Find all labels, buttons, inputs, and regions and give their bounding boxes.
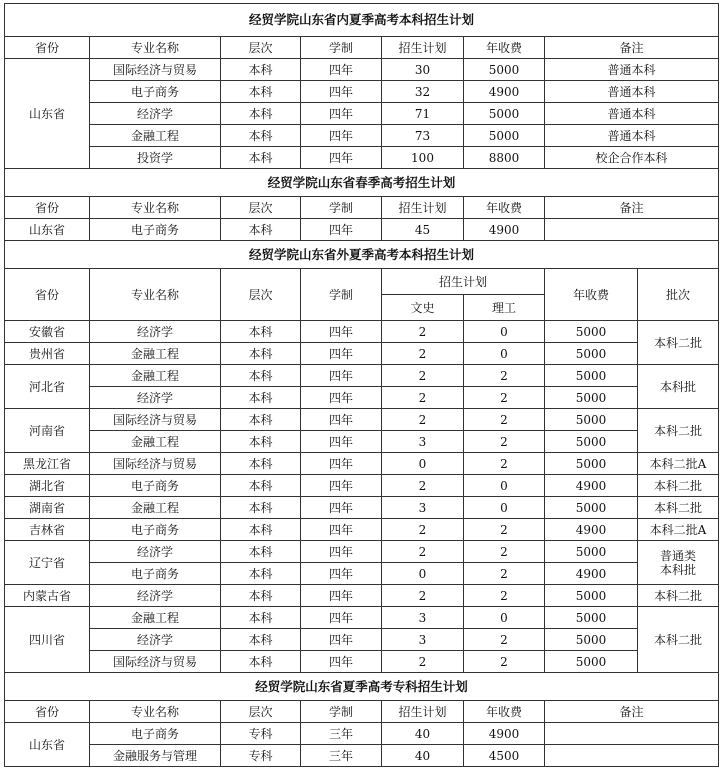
major-cell: 电子商务 [90, 219, 221, 241]
arts-cell: 2 [382, 365, 464, 387]
years-cell: 四年 [301, 475, 382, 497]
years-cell: 四年 [301, 147, 382, 169]
years-cell: 四年 [301, 629, 382, 651]
batch-cell: 本科二批A [638, 453, 719, 475]
fee-cell: 4900 [545, 519, 638, 541]
province-cell: 安徽省 [5, 321, 90, 343]
fee-cell: 5000 [545, 541, 638, 563]
table-row [5, 365, 719, 387]
batch-cell: 本科二批 [638, 497, 719, 519]
fee-cell: 5000 [464, 125, 545, 147]
table-row [5, 563, 719, 585]
arts-cell: 0 [382, 563, 464, 585]
fee-cell: 4900 [464, 81, 545, 103]
level-cell: 本科 [221, 125, 301, 147]
fee-cell: 5000 [545, 651, 638, 673]
header-cell: 专业名称 [90, 269, 221, 321]
major-cell: 金融工程 [90, 431, 221, 453]
major-cell: 国际经济与贸易 [90, 651, 221, 673]
major-cell: 金融工程 [90, 497, 221, 519]
level-cell: 本科 [221, 81, 301, 103]
level-cell: 本科 [221, 475, 301, 497]
science-cell: 0 [464, 321, 545, 343]
province-cell: 河北省 [5, 365, 90, 409]
arts-cell: 3 [382, 629, 464, 651]
level-cell: 本科 [221, 585, 301, 607]
table-row [5, 723, 719, 745]
plan-cell: 71 [382, 103, 464, 125]
note-cell: 校企合作本科 [545, 147, 719, 169]
years-cell: 四年 [301, 497, 382, 519]
note-cell: 普通本科 [545, 125, 719, 147]
level-cell: 本科 [221, 409, 301, 431]
fee-cell: 5000 [545, 497, 638, 519]
level-cell: 本科 [221, 343, 301, 365]
years-cell: 四年 [301, 219, 382, 241]
header-row [5, 701, 719, 723]
table-row [5, 475, 719, 497]
level-cell: 本科 [221, 629, 301, 651]
note-cell [545, 219, 719, 241]
section-title: 经贸学院山东省内夏季高考本科招生计划 [5, 4, 719, 37]
science-cell: 2 [464, 453, 545, 475]
note-cell: 普通本科 [545, 59, 719, 81]
years-cell: 四年 [301, 453, 382, 475]
plan-cell: 32 [382, 81, 464, 103]
fee-cell: 5000 [545, 453, 638, 475]
arts-cell: 2 [382, 409, 464, 431]
header-cell: 招生计划 [382, 37, 464, 59]
enrollment-plan-table [4, 3, 719, 767]
level-cell: 本科 [221, 497, 301, 519]
level-cell: 本科 [221, 541, 301, 563]
header-row [5, 37, 719, 59]
years-cell: 四年 [301, 607, 382, 629]
header-cell: 省份 [5, 701, 90, 723]
table-row [5, 585, 719, 607]
header-cell: 文史 [382, 295, 464, 321]
header-cell: 省份 [5, 37, 90, 59]
table-row [5, 629, 719, 651]
arts-cell: 2 [382, 541, 464, 563]
batch-cell: 本科二批 [638, 475, 719, 497]
header-cell: 学制 [301, 197, 382, 219]
major-cell: 电子商务 [90, 519, 221, 541]
years-cell: 三年 [301, 745, 382, 767]
header-cell: 层次 [221, 269, 301, 321]
science-cell: 2 [464, 651, 545, 673]
fee-cell: 5000 [464, 103, 545, 125]
science-cell: 0 [464, 343, 545, 365]
header-cell: 专业名称 [90, 37, 221, 59]
province-cell: 四川省 [5, 607, 90, 673]
major-cell: 金融工程 [90, 125, 221, 147]
science-cell: 2 [464, 409, 545, 431]
level-cell: 本科 [221, 607, 301, 629]
years-cell: 四年 [301, 431, 382, 453]
science-cell: 0 [464, 475, 545, 497]
province-cell: 吉林省 [5, 519, 90, 541]
arts-cell: 3 [382, 431, 464, 453]
arts-cell: 3 [382, 607, 464, 629]
province-cell: 辽宁省 [5, 541, 90, 585]
major-cell: 经济学 [90, 103, 221, 125]
major-cell: 金融工程 [90, 343, 221, 365]
section-title: 经贸学院山东省夏季高考专科招生计划 [5, 673, 719, 701]
years-cell: 四年 [301, 585, 382, 607]
header-cell: 招生计划 [382, 197, 464, 219]
batch-cell: 本科二批 [638, 585, 719, 607]
header-cell: 层次 [221, 701, 301, 723]
table-row [5, 59, 719, 81]
header-cell: 年收费 [545, 269, 638, 321]
plan-cell: 45 [382, 219, 464, 241]
level-cell: 专科 [221, 723, 301, 745]
level-cell: 本科 [221, 387, 301, 409]
level-cell: 本科 [221, 651, 301, 673]
header-cell: 年收费 [464, 701, 545, 723]
header-cell: 学制 [301, 701, 382, 723]
major-cell: 经济学 [90, 387, 221, 409]
years-cell: 四年 [301, 651, 382, 673]
fee-cell: 4900 [464, 723, 545, 745]
province-cell: 湖南省 [5, 497, 90, 519]
note-cell: 普通本科 [545, 81, 719, 103]
enrollment-plan-document [4, 3, 718, 767]
years-cell: 四年 [301, 81, 382, 103]
table-row [5, 343, 719, 365]
header-cell: 理工 [464, 295, 545, 321]
science-cell: 2 [464, 563, 545, 585]
batch-cell [638, 541, 719, 585]
table-row [5, 431, 719, 453]
batch-cell: 本科二批A [638, 519, 719, 541]
years-cell: 四年 [301, 125, 382, 147]
header-cell: 批次 [638, 269, 719, 321]
major-cell: 电子商务 [90, 723, 221, 745]
fee-cell: 5000 [545, 431, 638, 453]
arts-cell: 2 [382, 585, 464, 607]
header-cell: 省份 [5, 269, 90, 321]
note-cell [545, 745, 719, 767]
plan-cell: 40 [382, 723, 464, 745]
header-cell: 年收费 [464, 197, 545, 219]
fee-cell: 5000 [545, 387, 638, 409]
years-cell: 四年 [301, 519, 382, 541]
batch-cell: 本科二批 [638, 321, 719, 365]
level-cell: 本科 [221, 431, 301, 453]
header-cell: 专业名称 [90, 197, 221, 219]
province-cell: 湖北省 [5, 475, 90, 497]
level-cell: 本科 [221, 321, 301, 343]
science-cell: 2 [464, 629, 545, 651]
arts-cell: 2 [382, 519, 464, 541]
arts-cell: 2 [382, 651, 464, 673]
plan-cell: 40 [382, 745, 464, 767]
table-row [5, 125, 719, 147]
fee-cell: 5000 [545, 343, 638, 365]
batch-cell: 本科二批 [638, 607, 719, 673]
province-cell: 内蒙古省 [5, 585, 90, 607]
level-cell: 本科 [221, 103, 301, 125]
arts-cell: 3 [382, 497, 464, 519]
table-row [5, 219, 719, 241]
level-cell: 本科 [221, 147, 301, 169]
years-cell: 四年 [301, 387, 382, 409]
header-cell: 年收费 [464, 37, 545, 59]
province-cell: 黑龙江省 [5, 453, 90, 475]
years-cell: 四年 [301, 59, 382, 81]
header-cell: 备注 [545, 197, 719, 219]
major-cell: 投资学 [90, 147, 221, 169]
science-cell: 2 [464, 365, 545, 387]
table-row [5, 321, 719, 343]
major-cell: 国际经济与贸易 [90, 59, 221, 81]
fee-cell: 5000 [545, 585, 638, 607]
science-cell: 2 [464, 387, 545, 409]
years-cell: 四年 [301, 365, 382, 387]
level-cell: 本科 [221, 365, 301, 387]
major-cell: 电子商务 [90, 81, 221, 103]
province-cell: 山东省 [5, 723, 90, 767]
note-cell [545, 723, 719, 745]
science-cell: 2 [464, 585, 545, 607]
fee-cell: 4900 [464, 219, 545, 241]
major-cell: 经济学 [90, 629, 221, 651]
arts-cell: 2 [382, 343, 464, 365]
fee-cell: 4900 [545, 475, 638, 497]
major-cell: 国际经济与贸易 [90, 409, 221, 431]
fee-cell: 5000 [545, 607, 638, 629]
science-cell: 0 [464, 497, 545, 519]
major-cell: 国际经济与贸易 [90, 453, 221, 475]
fee-cell: 5000 [464, 59, 545, 81]
arts-cell: 2 [382, 475, 464, 497]
section-title: 经贸学院山东省外夏季高考本科招生计划 [5, 241, 719, 269]
major-cell: 金融工程 [90, 607, 221, 629]
fee-cell: 4500 [464, 745, 545, 767]
science-cell: 2 [464, 541, 545, 563]
table-row [5, 409, 719, 431]
years-cell: 三年 [301, 723, 382, 745]
header-cell: 层次 [221, 37, 301, 59]
level-cell: 本科 [221, 563, 301, 585]
header-cell: 省份 [5, 197, 90, 219]
years-cell: 四年 [301, 541, 382, 563]
header-cell: 备注 [545, 701, 719, 723]
major-cell: 电子商务 [90, 563, 221, 585]
arts-cell: 2 [382, 387, 464, 409]
province-cell: 山东省 [5, 59, 90, 169]
section-title: 经贸学院山东省春季高考招生计划 [5, 169, 719, 197]
plan-cell: 30 [382, 59, 464, 81]
table-row [5, 607, 719, 629]
years-cell: 四年 [301, 563, 382, 585]
table-row [5, 745, 719, 767]
batch-line: 本科批 [660, 562, 697, 577]
level-cell: 本科 [221, 59, 301, 81]
table-row [5, 541, 719, 563]
level-cell: 本科 [221, 519, 301, 541]
arts-cell: 0 [382, 453, 464, 475]
fee-cell: 5000 [545, 365, 638, 387]
level-cell: 本科 [221, 219, 301, 241]
plan-cell: 73 [382, 125, 464, 147]
major-cell: 经济学 [90, 585, 221, 607]
header-cell: 备注 [545, 37, 719, 59]
science-cell: 2 [464, 431, 545, 453]
table-row [5, 81, 719, 103]
batch-cell: 本科二批 [638, 409, 719, 453]
fee-cell: 5000 [545, 321, 638, 343]
table-row [5, 387, 719, 409]
header-row [5, 269, 719, 295]
level-cell: 专科 [221, 745, 301, 767]
arts-cell: 2 [382, 321, 464, 343]
table-row [5, 651, 719, 673]
years-cell: 四年 [301, 343, 382, 365]
table-row [5, 147, 719, 169]
note-cell: 普通本科 [545, 103, 719, 125]
table-row [5, 519, 719, 541]
fee-cell: 5000 [545, 409, 638, 431]
batch-cell: 本科批 [638, 365, 719, 409]
table-row [5, 103, 719, 125]
province-cell: 贵州省 [5, 343, 90, 365]
header-cell: 学制 [301, 269, 382, 321]
major-cell: 经济学 [90, 321, 221, 343]
years-cell: 四年 [301, 103, 382, 125]
years-cell: 四年 [301, 409, 382, 431]
major-cell: 金融工程 [90, 365, 221, 387]
science-cell: 2 [464, 519, 545, 541]
header-cell: 招生计划 [382, 269, 545, 295]
plan-cell: 100 [382, 147, 464, 169]
major-cell: 金融服务与管理 [90, 745, 221, 767]
header-cell: 招生计划 [382, 701, 464, 723]
table-row [5, 497, 719, 519]
level-cell: 本科 [221, 453, 301, 475]
province-cell: 山东省 [5, 219, 90, 241]
header-cell: 层次 [221, 197, 301, 219]
fee-cell: 5000 [545, 629, 638, 651]
province-cell: 河南省 [5, 409, 90, 453]
header-row [5, 197, 719, 219]
fee-cell: 4900 [545, 563, 638, 585]
batch-line: 普通类 [660, 548, 697, 563]
science-cell: 0 [464, 607, 545, 629]
fee-cell: 8800 [464, 147, 545, 169]
table-row [5, 453, 719, 475]
major-cell: 电子商务 [90, 475, 221, 497]
header-cell: 学制 [301, 37, 382, 59]
major-cell: 经济学 [90, 541, 221, 563]
header-cell: 专业名称 [90, 701, 221, 723]
years-cell: 四年 [301, 321, 382, 343]
